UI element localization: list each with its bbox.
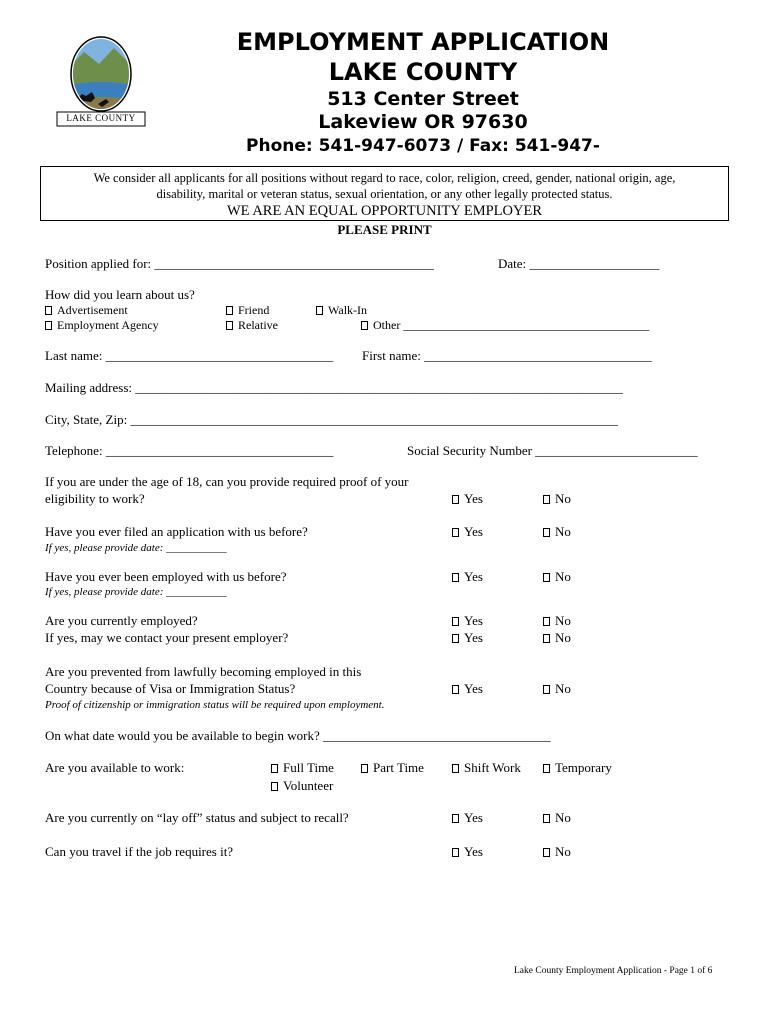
question-filed-before: Have you ever filed an application with us before? — [45, 524, 308, 539]
checkbox-icon[interactable] — [452, 764, 459, 773]
checkbox-icon[interactable] — [361, 321, 368, 330]
filed-no-option[interactable] — [543, 524, 571, 540]
visa-proof-note: Proof of citizenship or immigration status will be required upon employment. — [45, 699, 385, 711]
checkbox-icon[interactable] — [271, 764, 278, 773]
checkbox-icon[interactable] — [271, 782, 278, 791]
visa-yes-option[interactable] — [452, 681, 483, 697]
layoff-yes-option[interactable] — [452, 810, 483, 826]
city-state-zip-field[interactable]: City, State, Zip: ___________________________________________________________________________ — [45, 412, 618, 427]
option-label: Other _________________________________________ — [373, 318, 650, 332]
option-label: Full Time — [283, 760, 334, 775]
eeo-line-1: We consider all applicants for all positions without regard to race, color, religion, creed, gender, national origin, age, — [93, 171, 676, 185]
question-age-line1: If you are under the age of 18, can you provide required proof of your — [45, 474, 409, 489]
option-label: No — [555, 569, 571, 584]
checkbox-icon[interactable] — [452, 573, 459, 582]
availability-part-time[interactable] — [361, 760, 424, 776]
question-travel: Can you travel if the job requires it? — [45, 844, 234, 859]
visa-no-option[interactable] — [543, 681, 571, 697]
option-label: No — [555, 524, 571, 539]
availability-volunteer[interactable] — [271, 778, 333, 794]
address-city: Lakeview OR 97630 — [318, 111, 528, 133]
employed-before-no-option[interactable] — [543, 569, 571, 585]
option-label: Yes — [464, 524, 483, 539]
option-label: Yes — [464, 569, 483, 584]
ssn-field[interactable]: Social Security Number _________________________ — [407, 443, 698, 458]
option-label: Advertisement — [57, 303, 128, 317]
option-label: No — [555, 681, 571, 696]
option-label: Yes — [464, 630, 483, 645]
option-advertisement[interactable] — [45, 303, 128, 318]
please-print: PLEASE PRINT — [337, 222, 432, 237]
option-label: Yes — [464, 491, 483, 506]
checkbox-icon[interactable] — [543, 528, 550, 537]
option-label: No — [555, 491, 571, 506]
option-label: Yes — [464, 844, 483, 859]
filed-yes-option[interactable] — [452, 524, 483, 540]
question-visa-line1: Are you prevented from lawfully becoming employed in this — [45, 664, 362, 679]
question-visa-line2: Country because of Visa or Immigration Status? — [45, 681, 296, 696]
availability-shift-work[interactable] — [452, 760, 521, 776]
eeo-line-3: WE ARE AN EQUAL OPPORTUNITY EMPLOYER — [226, 203, 543, 219]
option-label: No — [555, 810, 571, 825]
telephone-field[interactable]: Telephone: ___________________________________ — [45, 443, 334, 458]
checkbox-icon[interactable] — [226, 321, 233, 330]
current-no-option[interactable] — [543, 613, 571, 629]
option-label: Friend — [238, 303, 270, 317]
checkbox-icon[interactable] — [361, 764, 368, 773]
begin-date-field[interactable]: On what date would you be available to begin work? ___________________________________ — [45, 728, 551, 743]
page-footer: Lake County Employment Application - Page 1 of 6 — [514, 966, 713, 976]
question-lay-off: Are you currently on “lay off” status and subject to recall? — [45, 810, 349, 825]
option-label: Temporary — [555, 760, 612, 775]
option-label: Relative — [238, 318, 278, 332]
option-label: Volunteer — [283, 778, 334, 793]
eeo-line-2: disability, marital or veteran status, sexual orientation, or any other legally protected status. — [156, 187, 613, 201]
page-subtitle: LAKE COUNTY — [328, 58, 518, 86]
question-employed-before: Have you ever been employed with us before? — [45, 569, 287, 584]
option-label: No — [555, 613, 571, 628]
option-label: Employment Agency — [57, 318, 159, 332]
option-other[interactable] — [361, 318, 649, 333]
option-label: Shift Work — [464, 760, 521, 775]
logo-text: LAKE COUNTY — [66, 113, 136, 123]
checkbox-icon[interactable] — [543, 685, 550, 694]
checkbox-icon[interactable] — [45, 306, 52, 315]
current-yes-option[interactable] — [452, 613, 483, 629]
phone-fax: Phone: 541-947-6073 / Fax: 541-947- — [246, 136, 600, 156]
checkbox-icon[interactable] — [543, 764, 550, 773]
age-yes-option[interactable] — [452, 491, 483, 507]
question-currently-employed: Are you currently employed? — [45, 613, 198, 628]
checkbox-icon[interactable] — [452, 814, 459, 823]
option-label: Yes — [464, 681, 483, 696]
checkbox-icon[interactable] — [452, 634, 459, 643]
option-label: No — [555, 630, 571, 645]
option-friend[interactable] — [226, 303, 269, 318]
checkbox-icon[interactable] — [543, 495, 550, 504]
layoff-no-option[interactable] — [543, 810, 571, 826]
checkbox-icon[interactable] — [45, 321, 52, 330]
first-name-field[interactable]: First name: ___________________________________ — [362, 348, 652, 363]
checkbox-icon[interactable] — [226, 306, 233, 315]
option-relative[interactable] — [226, 318, 278, 333]
option-employment-agency[interactable] — [45, 318, 159, 333]
travel-no-option[interactable] — [543, 844, 571, 860]
page-title: EMPLOYMENT APPLICATION — [236, 28, 610, 56]
checkbox-icon[interactable] — [452, 848, 459, 857]
availability-temporary[interactable] — [543, 760, 612, 776]
lake-county-logo — [54, 34, 148, 130]
question-availability: Are you available to work: — [45, 760, 185, 775]
option-label: No — [555, 844, 571, 859]
employed-date-note[interactable]: If yes, please provide date: ___________ — [45, 586, 227, 598]
contact-yes-option[interactable] — [452, 630, 483, 646]
option-label: Walk-In — [328, 303, 368, 317]
checkbox-icon[interactable] — [543, 617, 550, 626]
checkbox-icon[interactable] — [543, 848, 550, 857]
checkbox-icon[interactable] — [543, 814, 550, 823]
position-applied-field[interactable]: Position applied for: ___________________________________________ — [45, 256, 434, 271]
option-walk-in[interactable] — [316, 303, 367, 318]
checkbox-icon[interactable] — [452, 528, 459, 537]
checkbox-icon[interactable] — [452, 495, 459, 504]
checkbox-icon[interactable] — [452, 617, 459, 626]
checkbox-icon[interactable] — [543, 573, 550, 582]
option-label: Part Time — [373, 760, 424, 775]
availability-full-time[interactable] — [271, 760, 334, 776]
employed-before-yes-option[interactable] — [452, 569, 483, 585]
contact-no-option[interactable] — [543, 630, 571, 646]
option-label: Yes — [464, 613, 483, 628]
question-contact-employer: If yes, may we contact your present employer? — [45, 630, 289, 645]
filed-date-note[interactable]: If yes, please provide date: ___________ — [45, 542, 227, 554]
checkbox-icon[interactable] — [543, 634, 550, 643]
learn-about-label: How did you learn about us? — [45, 287, 195, 302]
address-street: 513 Center Street — [327, 88, 519, 110]
option-label: Yes — [464, 810, 483, 825]
date-field[interactable]: Date: ____________________ — [498, 256, 660, 271]
last-name-field[interactable]: Last name: ___________________________________ — [45, 348, 334, 363]
checkbox-icon[interactable] — [452, 685, 459, 694]
travel-yes-option[interactable] — [452, 844, 483, 860]
question-age-line2: eligibility to work? — [45, 491, 145, 506]
mailing-address-field[interactable]: Mailing address: ___________________________________________________________________________ — [45, 380, 623, 395]
checkbox-icon[interactable] — [316, 306, 323, 315]
age-no-option[interactable] — [543, 491, 571, 507]
